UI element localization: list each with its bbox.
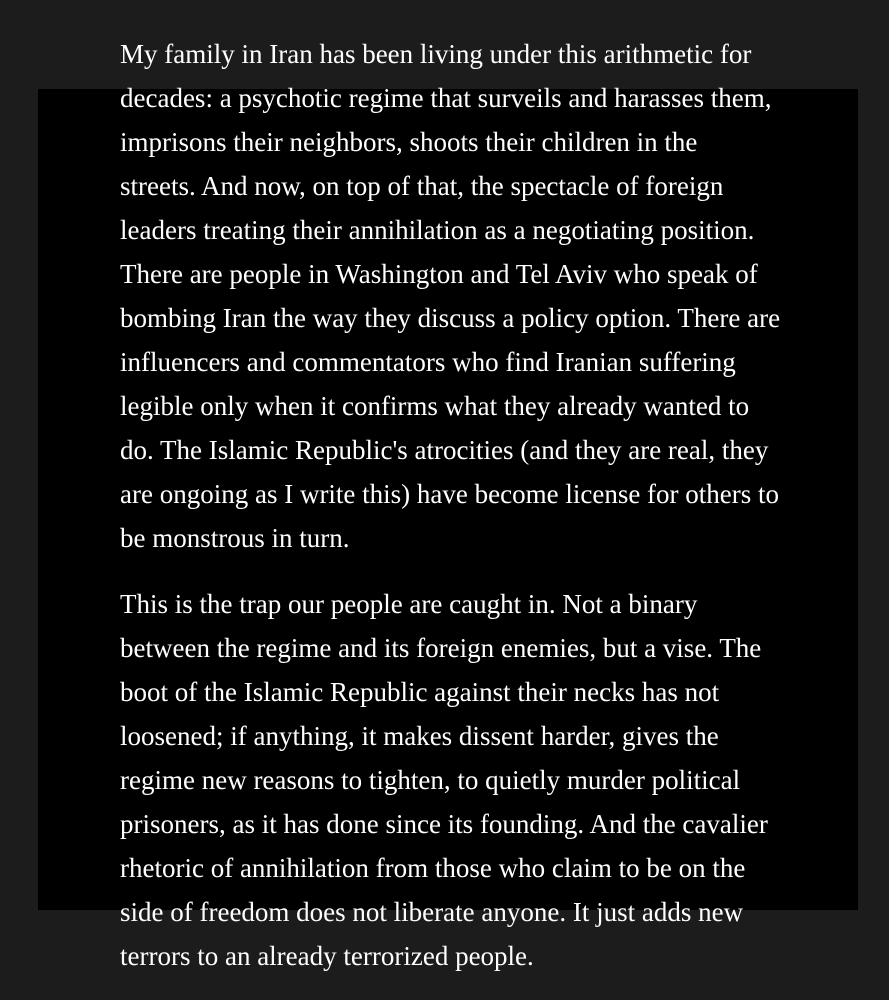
text-line: boot of the Islamic Republic against their necks has not [120, 677, 720, 707]
paragraph-the-trap [120, 582, 790, 978]
text-line: decades: a psychotic regime that surveils and harasses them, [120, 83, 772, 113]
text-line: loosened; if anything, it makes dissent harder, gives the [120, 721, 719, 751]
text-line: leaders treating their annihilation as a negotiating position. [120, 215, 755, 245]
text-line: legible only when it confirms what they already wanted to [120, 391, 750, 421]
text-line: side of freedom does not liberate anyone. It just adds new [120, 897, 744, 927]
text-line: There are people in Washington and Tel Aviv who speak of [120, 259, 758, 289]
text-line: do. The Islamic Republic's atrocities (and they are real, they [120, 435, 769, 465]
text-line: regime new reasons to tighten, to quietly murder political [120, 765, 741, 795]
text-line: streets. And now, on top of that, the spectacle of foreign [120, 171, 724, 201]
text-line: are ongoing as I write this) have become license for others to [120, 479, 780, 509]
text-line: My family in Iran has been living under this arithmetic for [120, 39, 752, 69]
text-line: prisoners, as it has done since its founding. And the cavalier [120, 809, 768, 839]
article-body [120, 32, 790, 978]
text-line: influencers and commentators who find Iranian suffering [120, 347, 736, 377]
text-line: imprisons their neighbors, shoots their children in the [120, 127, 698, 157]
text-line: rhetoric of annihilation from those who claim to be on the [120, 853, 746, 883]
text-line: This is the trap our people are caught in. Not a binary [120, 589, 698, 619]
text-line: terrors to an already terrorized people. [120, 941, 534, 971]
text-line: be monstrous in turn. [120, 523, 350, 553]
text-line: between the regime and its foreign enemies, but a vise. The [120, 633, 762, 663]
text-line: bombing Iran the way they discuss a policy option. There are [120, 303, 781, 333]
paragraph-family-in-iran [120, 32, 790, 560]
